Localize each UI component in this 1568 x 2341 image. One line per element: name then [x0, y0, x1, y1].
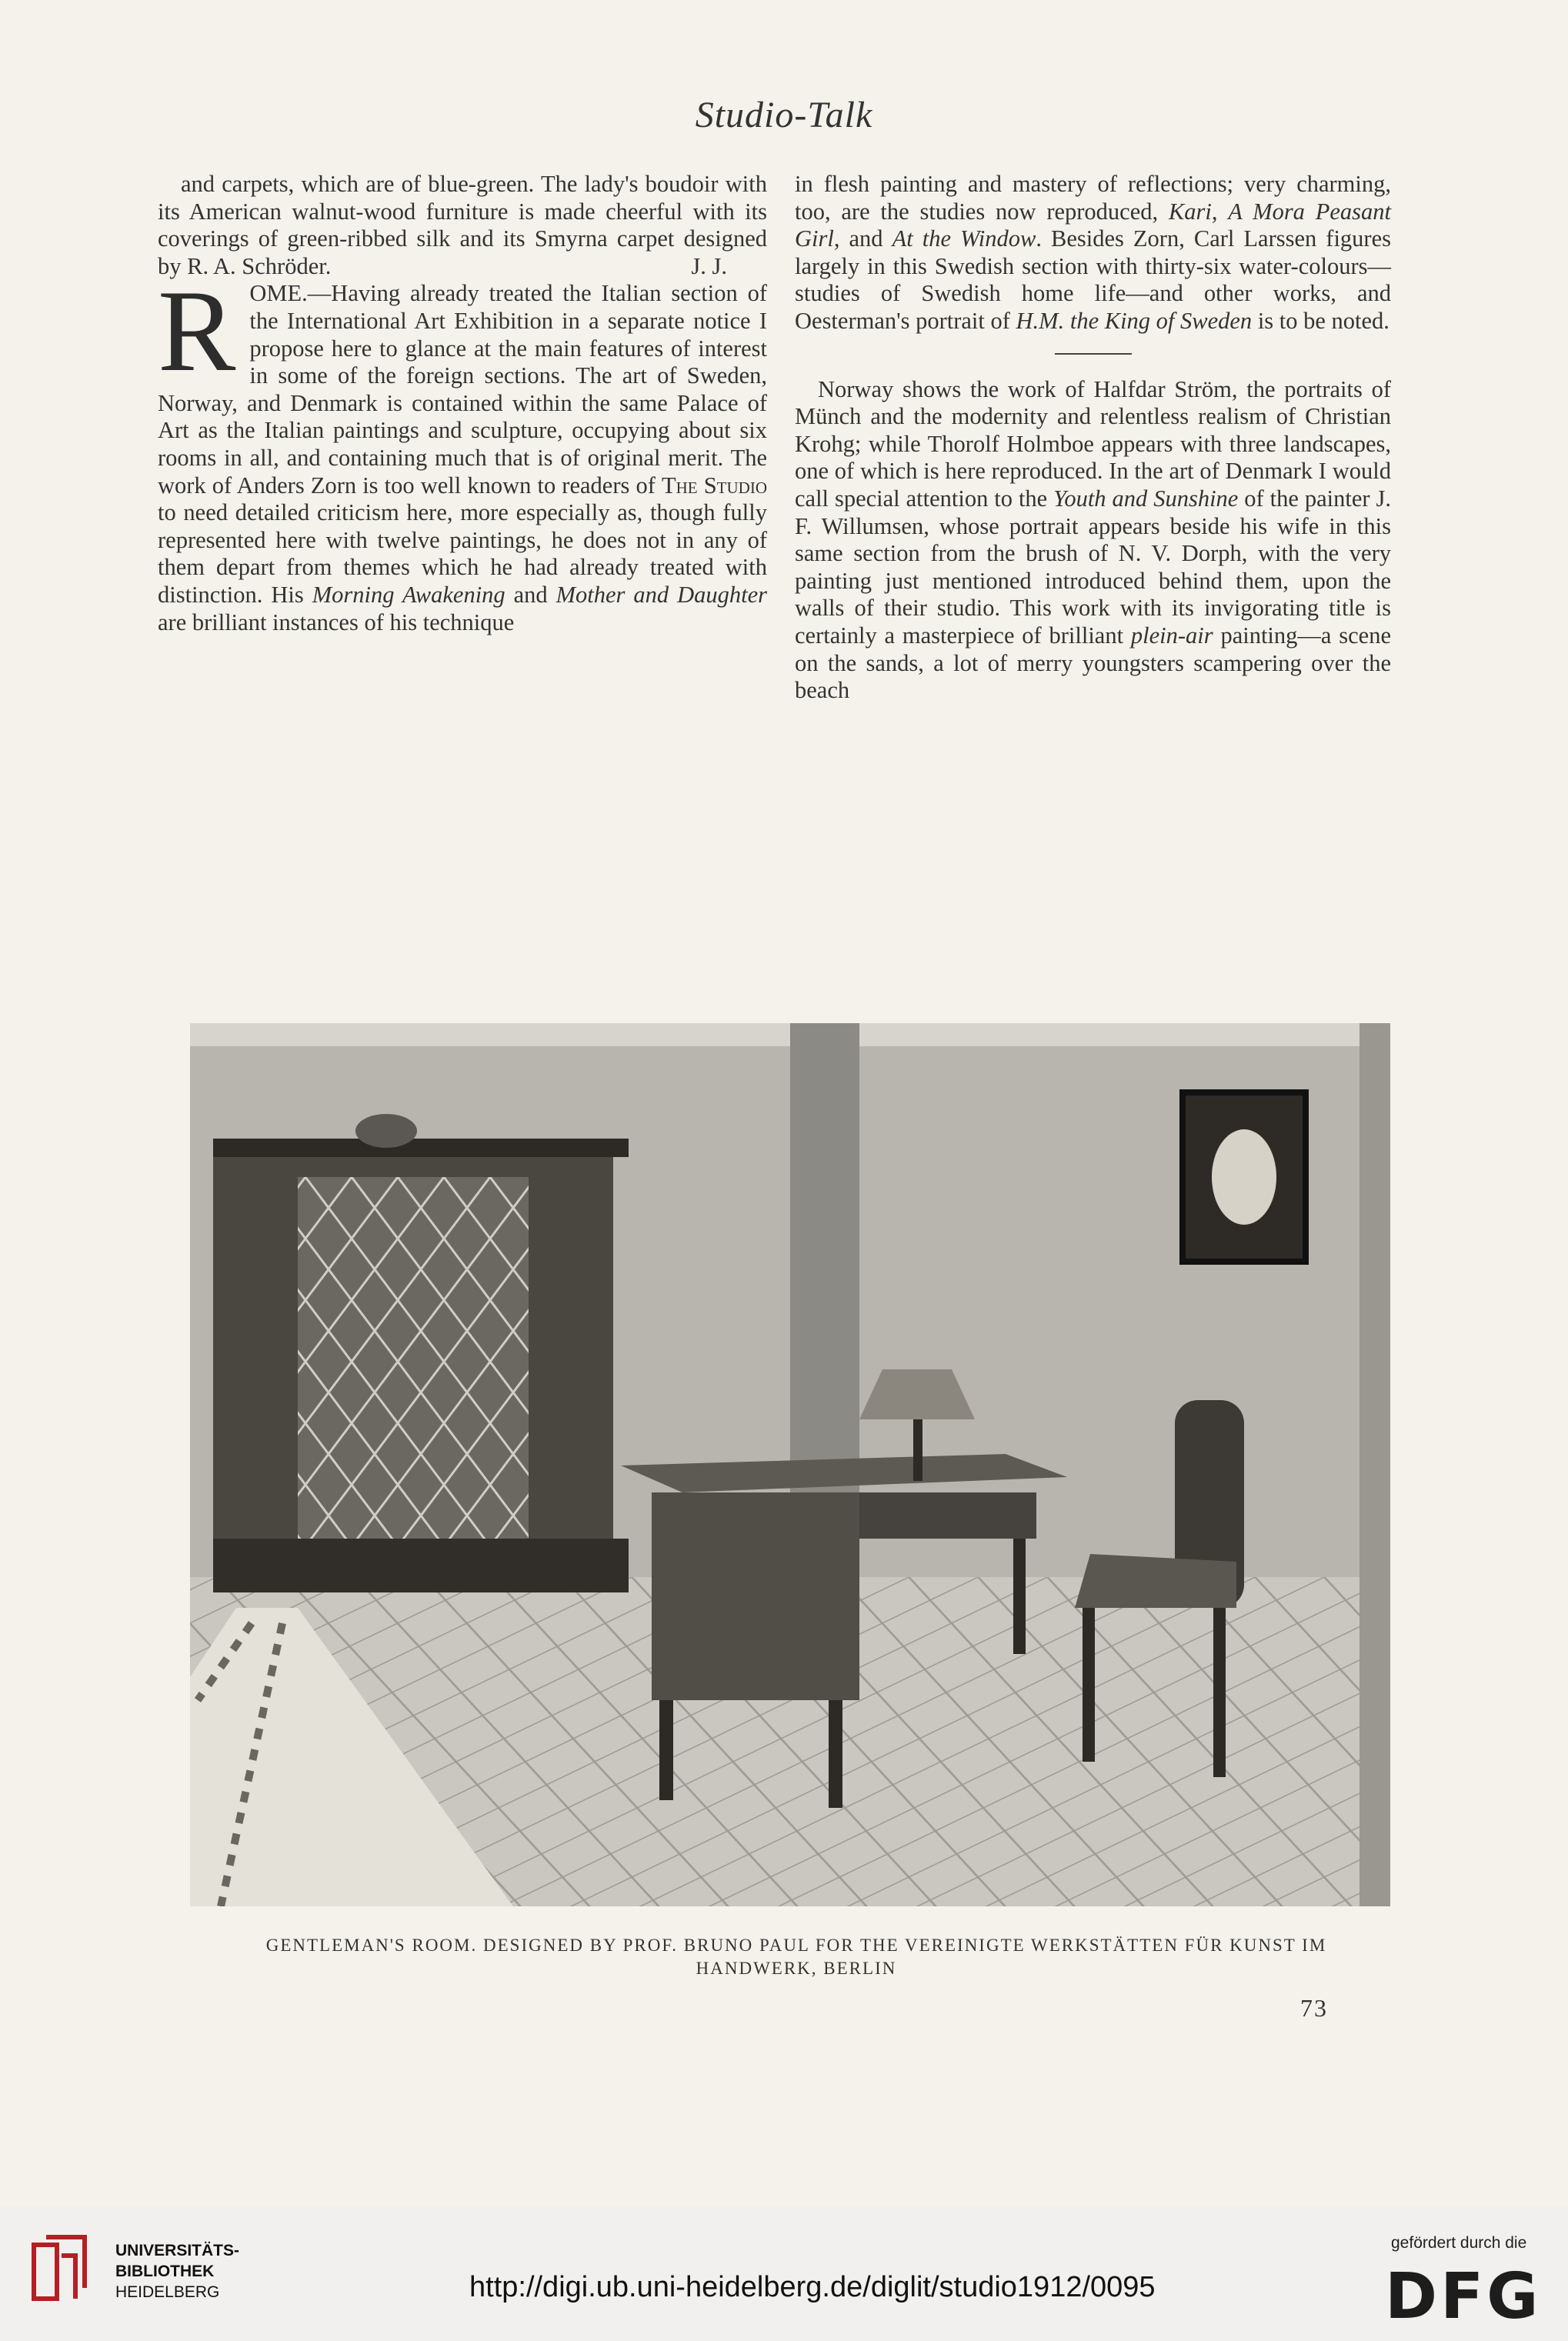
permalink-url[interactable]: http://digi.ub.uni-heidelberg.de/diglit/studio1912/0095 — [469, 2271, 1156, 2303]
paragraph-text: painting—a scene on the sands, a lot of merry youngsters scampering over the beach — [795, 622, 1391, 704]
library-name-line: HEIDELBERG — [115, 2283, 220, 2301]
armchair-seat — [1075, 1554, 1236, 1608]
caption-line: HANDWERK, BERLIN — [696, 1959, 897, 1978]
technique-term: plein-air — [1130, 622, 1213, 649]
curtain-right — [1359, 1023, 1390, 1906]
artwork-title: Morning Awakening — [312, 581, 505, 608]
desk-pedestal — [652, 1492, 859, 1700]
library-name-line: BIBLIOTHEK — [115, 2263, 215, 2280]
room-photograph — [190, 1023, 1390, 1906]
bowl-on-bookcase — [355, 1114, 417, 1148]
dfg-logo: DFG — [1385, 2260, 1542, 2333]
paragraph — [158, 266, 767, 636]
paragraph-text: OME.—Having already treated the Italian section of the International Art Exhibition in a separate notice I propose here to glance at the main features of interest in some of the foreign sections. The art of Sweden, Norway, and Denmark is contained within the same Palace of Art as the Italian paintings and sculpture, occupying about six rooms in all, and containing much that is of original merit. The work of Anders Zorn is too well known to readers of — [158, 280, 767, 499]
page-number: 73 — [1300, 1994, 1328, 2022]
library-name — [115, 2240, 239, 2303]
magazine-title: The Studio — [661, 472, 767, 499]
artwork-title: A Mora Peasant Girl — [795, 198, 1391, 252]
right-column — [795, 171, 1391, 705]
bookcase-glass-doors — [298, 1177, 529, 1539]
photo-caption — [177, 1934, 1416, 1980]
artwork-title: Mother and Daughter — [555, 581, 767, 608]
paragraph-text: are brilliant instances of his technique — [158, 609, 515, 635]
section-divider — [1055, 353, 1132, 355]
paragraph-text: Norway shows the work of Halfdar Ström, the portraits of Münch and the modernity and relentless realism of Christian Krohg; while Thorolf Holmboe appears with three landscapes, one of which is here reproduced. In the art of Denmark I would call special attention to the — [795, 375, 1391, 512]
drop-cap: R — [158, 266, 236, 396]
artwork-title: Youth and Sunshine — [1053, 485, 1239, 512]
paragraph-text: , and — [833, 225, 892, 252]
paragraph-text: and carpets, which are of blue-green. The lady's boudoir with its American walnut-wood furniture is made cheerful with its coverings of green-ribbed silk and its Smyrna carpet designed by R. A. Schröder. — [158, 171, 767, 279]
author-initials: J. J. — [691, 252, 727, 279]
paragraph-text: is to be noted. — [1252, 307, 1390, 334]
paragraph — [795, 376, 1391, 705]
university-library-logo-icon — [31, 2234, 95, 2305]
left-column — [158, 171, 767, 636]
paragraph-text: , — [1211, 198, 1229, 225]
room-photograph-illustration — [190, 1023, 1390, 1906]
paragraph-text: . Besides Zorn, Carl Larssen figures largely in this Swedish section with thirty-six water-colours—studies of Swedish home life—and other works, and Oesterman's portrait of — [795, 225, 1391, 334]
artwork-title: Kari — [1168, 198, 1212, 225]
caption-line: GENTLEMAN'S ROOM. DESIGNED BY PROF. BRUNO PAUL FOR THE VEREINIGTE WERKSTÄTTEN FÜR KUNST IM — [265, 1936, 1327, 1955]
running-head: Studio-Talk — [695, 95, 873, 135]
paragraph-text: in flesh painting and mastery of reflections; very charming, too, are the studies now reproduced, — [795, 171, 1391, 225]
paragraph-text: and — [505, 581, 556, 608]
artwork-title: At the Window — [892, 225, 1036, 252]
artwork-title: H.M. the King of Sweden — [1016, 307, 1253, 334]
sponsor-text: gefördert durch die — [1391, 2234, 1527, 2252]
paragraph — [795, 171, 1391, 335]
paragraph-text: of the painter J. F. Willumsen, whose portrait appears beside his wife in this same section from the brush of N. V. Dorph, with the very painting just mentioned introduced behind them, upon the walls of their studio. This work with its invigorating title is certainly a masterpiece of brilliant — [795, 485, 1391, 649]
digitization-footer — [0, 2206, 1568, 2341]
paragraph-text: to need detailed criticism here, more especially as, though fully represented here with twelve paintings, he does not in any of them depart from themes which he had already treated with distinction. His — [158, 499, 767, 608]
library-name-line: UNIVERSITÄTS- — [115, 2242, 240, 2259]
